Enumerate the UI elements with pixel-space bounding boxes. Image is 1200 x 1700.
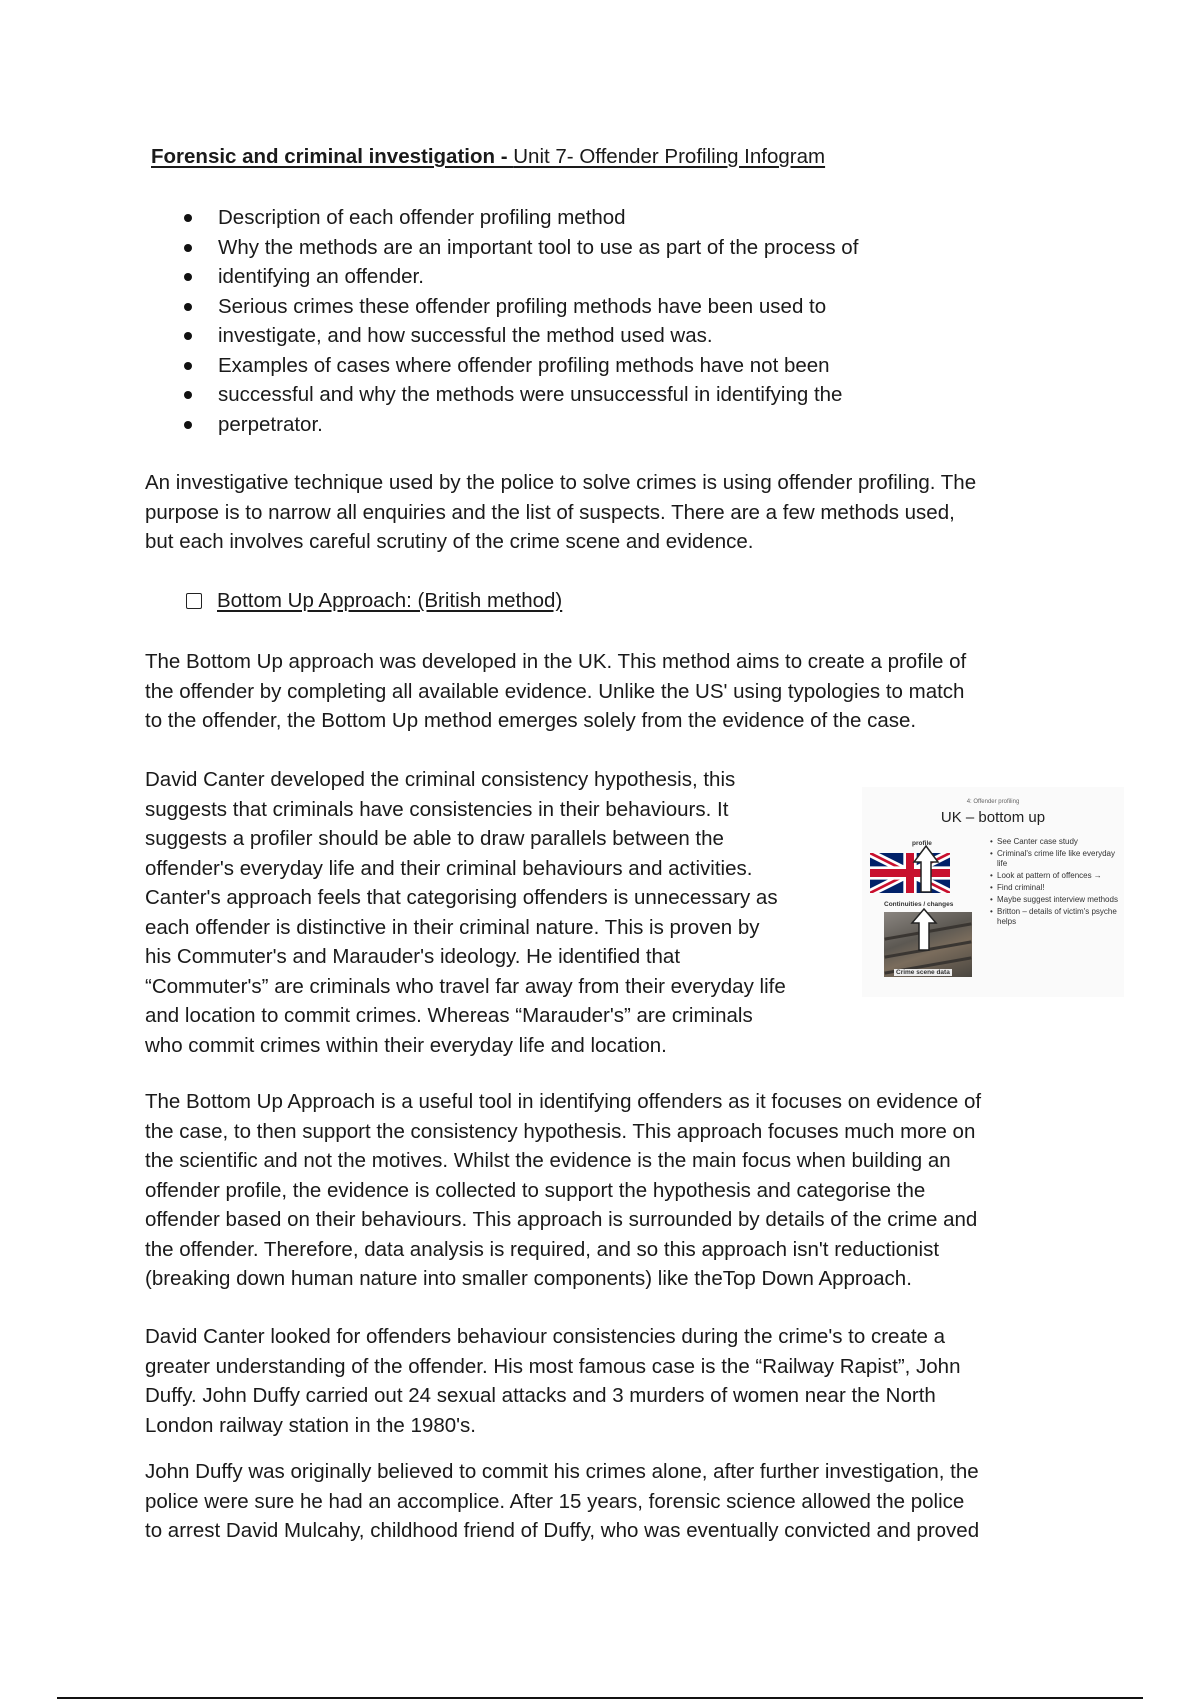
slide-label-crime-scene: Crime scene data bbox=[896, 969, 950, 976]
list-item: Why the methods are an important tool to use as part of the process of bbox=[184, 233, 984, 263]
text-line: offender profile, the evidence is collected to support the hypothesis and categorise the bbox=[145, 1178, 926, 1202]
page-bottom-rule bbox=[57, 1697, 1143, 1699]
list-item: • See Canter case study bbox=[990, 837, 1120, 847]
slide-label-continuities: Continuities / changes bbox=[884, 901, 954, 908]
text-line: An investigative technique used by the police to solve crimes is using offender profiling. The bbox=[145, 471, 977, 494]
section-heading: Bottom Up Approach: (British method) bbox=[217, 589, 563, 612]
railway-rapist-paragraph bbox=[145, 1322, 1065, 1440]
list-item: • Criminal's crime life like everyday life bbox=[990, 849, 1120, 869]
text-line: the offender. Therefore, data analysis is required, and so this approach isn't reductionist bbox=[145, 1237, 940, 1261]
text-line: police were sure he had an accomplice. After 15 years, forensic science allowed the police bbox=[145, 1489, 965, 1513]
text-line: offender's everyday life and their criminal behaviours and activities. bbox=[145, 856, 753, 880]
list-item: • Find criminal! bbox=[990, 883, 1120, 893]
slide-thumbnail bbox=[862, 787, 1124, 997]
checkbox[interactable] bbox=[186, 593, 202, 609]
list-item: • Britton – details of victim's psyche helps bbox=[990, 907, 1120, 927]
slide-tiny-title: 4: Offender profiling bbox=[966, 799, 1020, 805]
list-item: investigate, and how successful the method used was. bbox=[184, 321, 984, 351]
text-line: to arrest David Mulcahy, childhood friend of Duffy, who was eventually convicted and proved bbox=[145, 1519, 980, 1542]
text-line: greater understanding of the offender. His most famous case is the “Railway Rapist”, John bbox=[145, 1354, 961, 1378]
list-item: identifying an offender. bbox=[184, 262, 984, 292]
list-item: successful and why the methods were unsuccessful in identifying the bbox=[184, 380, 984, 410]
text-line: the offender by completing all available evidence. Unlike the US' using typologies to match bbox=[145, 679, 965, 703]
text-line: suggests a profiler should be able to draw parallels between the bbox=[145, 827, 724, 850]
duffy-paragraph bbox=[145, 1457, 1065, 1546]
title-bold: Forensic and criminal investigation - bbox=[151, 145, 514, 168]
section-checkbox-row bbox=[186, 589, 562, 613]
text-line: David Canter developed the criminal consistency hypothesis, this bbox=[145, 768, 736, 791]
text-line: who commit crimes within their everyday life and location. bbox=[145, 1033, 667, 1057]
text-line: the scientific and not the motives. Whilst the evidence is the main focus when building an bbox=[145, 1149, 951, 1172]
list-item: Description of each offender profiling method bbox=[184, 203, 984, 233]
slide-title: UK – bottom up bbox=[940, 809, 1046, 826]
text-line: Duffy. John Duffy carried out 24 sexual attacks and 3 murders of women near the North bbox=[145, 1384, 936, 1407]
slide-bullet-list bbox=[990, 837, 1120, 929]
list-item: Examples of cases where offender profiling methods have not been bbox=[184, 351, 984, 381]
list-item: • Look at pattern of offences → bbox=[990, 871, 1120, 881]
text-line: to the offender, the Bottom Up method emerges solely from the evidence of the case. bbox=[145, 709, 917, 732]
text-line: his Commuter's and Marauder's ideology. He identified that bbox=[145, 945, 681, 968]
text-line: (breaking down human nature into smaller components) like theTop Down Approach. bbox=[145, 1267, 912, 1290]
text-line: the case, to then support the consistency hypothesis. This approach focuses much more on bbox=[145, 1119, 976, 1143]
bottom-up-paragraph bbox=[145, 647, 1065, 736]
arrow-up-icon bbox=[910, 907, 938, 952]
text-line: London railway station in the 1980's. bbox=[145, 1413, 476, 1437]
usefulness-paragraph bbox=[145, 1087, 1065, 1294]
text-line: purpose is to narrow all enquiries and the list of suspects. There are a few methods used, bbox=[145, 500, 955, 524]
text-line: and location to commit crimes. Whereas “Marauder's” are criminals bbox=[145, 1004, 753, 1027]
text-line: Canter's approach feels that categorising offenders is unnecessary as bbox=[145, 886, 778, 909]
list-item: Serious crimes these offender profiling methods have been used to bbox=[184, 292, 984, 322]
canter-paragraph bbox=[145, 765, 845, 1060]
text-line: offender based on their behaviours. This approach is surrounded by details of the crime and bbox=[145, 1208, 978, 1231]
slide-label-profile: profile bbox=[912, 840, 932, 847]
text-line: but each involves careful scrutiny of the crime scene and evidence. bbox=[145, 530, 754, 553]
intro-paragraph bbox=[145, 468, 1065, 557]
text-line: “Commuter's” are criminals who travel far away from their everyday life bbox=[145, 974, 786, 998]
text-line: The Bottom Up Approach is a useful tool in identifying offenders as it focuses on evidence of bbox=[145, 1090, 982, 1113]
text-line: John Duffy was originally believed to commit his crimes alone, after further investigation, the bbox=[145, 1460, 979, 1483]
text-line: David Canter looked for offenders behaviour consistencies during the crime's to create a bbox=[145, 1325, 946, 1348]
text-line: The Bottom Up approach was developed in the UK. This method aims to create a profile of bbox=[145, 650, 967, 673]
title-rest: Unit 7- Offender Profiling Infogram bbox=[513, 145, 826, 168]
document-title bbox=[151, 145, 825, 169]
arrow-up-icon bbox=[912, 844, 940, 894]
text-line: suggests that criminals have consistencies in their behaviours. It bbox=[145, 797, 729, 821]
requirements-list bbox=[184, 203, 984, 439]
list-item: • Maybe suggest interview methods bbox=[990, 895, 1120, 905]
text-line: each offender is distinctive in their criminal nature. This is proven by bbox=[145, 915, 760, 939]
list-item: perpetrator. bbox=[184, 410, 984, 440]
